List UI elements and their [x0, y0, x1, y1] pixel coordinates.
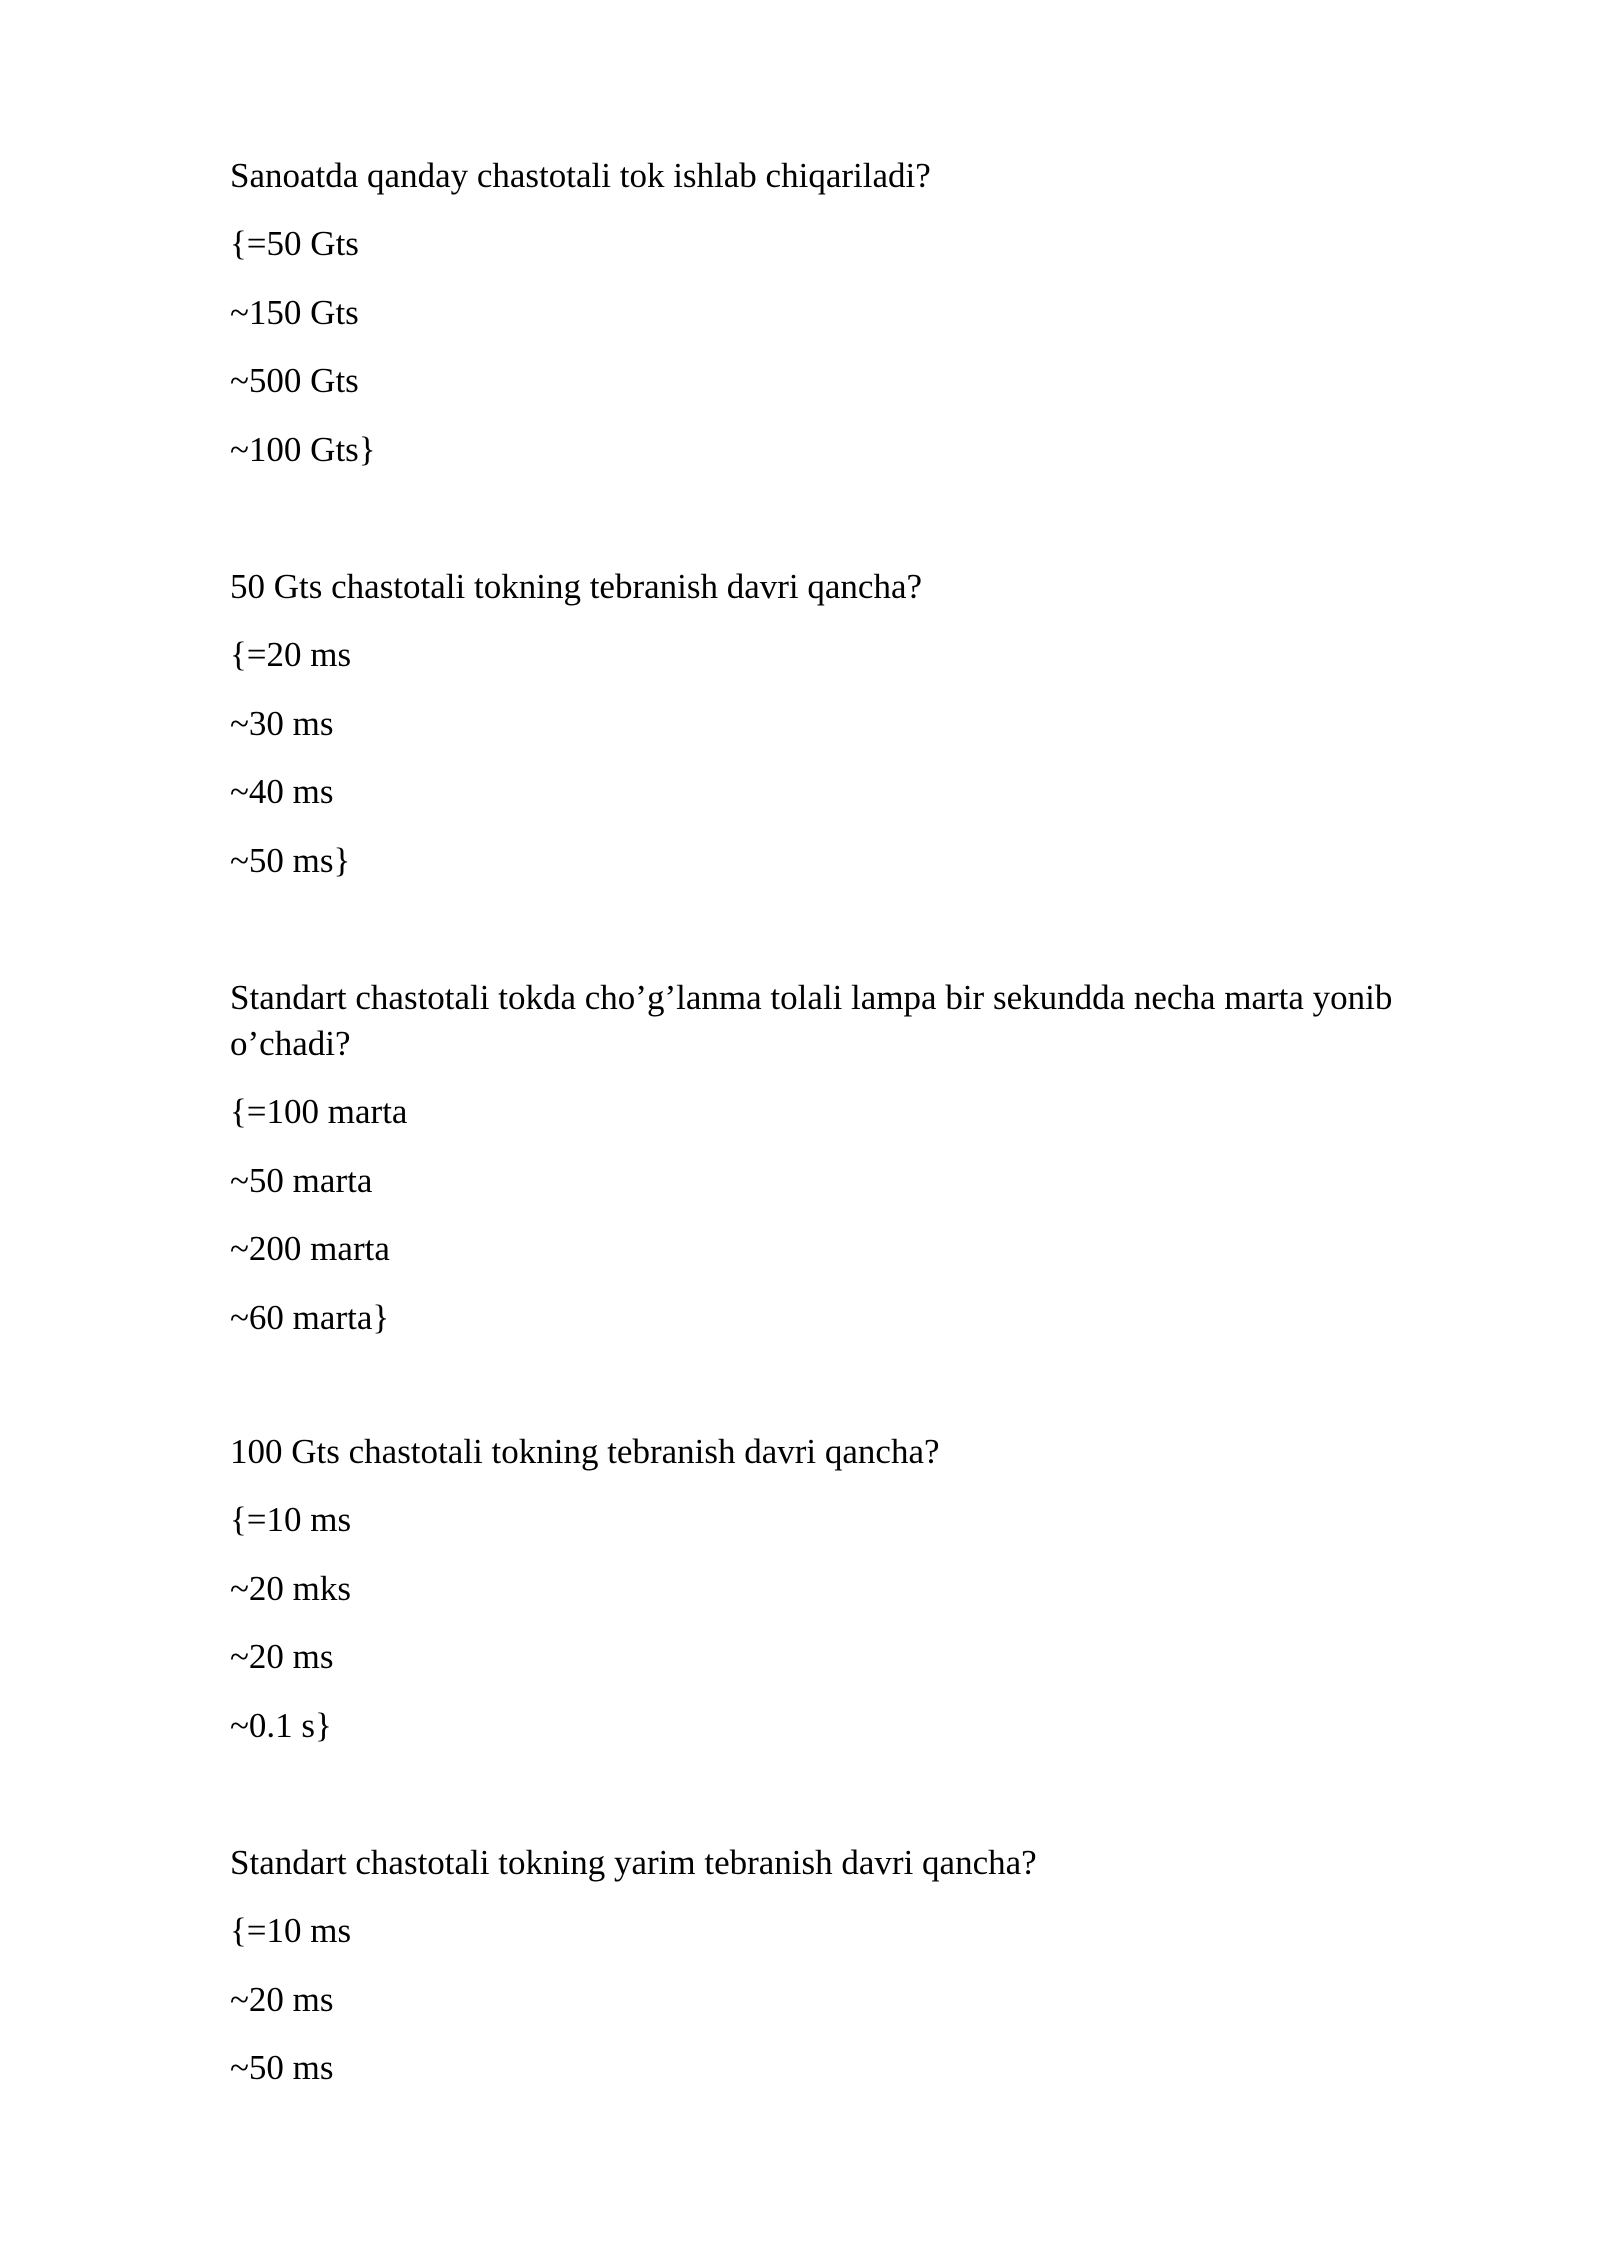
question-block: [230, 153, 1500, 469]
answer-option: {=20 ms: [230, 635, 352, 674]
answer-option: ~30 ms: [230, 704, 334, 743]
answer-option: ~500 Gts: [230, 361, 359, 400]
answer-option: ~20 ms: [230, 1980, 334, 2019]
question-block: [230, 1840, 1500, 2087]
question-block: [230, 975, 1500, 1337]
answer-option: ~100 Gts}: [230, 430, 376, 469]
answer-option: ~50 ms}: [230, 841, 351, 880]
answer-option: ~50 ms: [230, 2048, 334, 2087]
answer-option: {=100 marta: [230, 1092, 408, 1131]
question-text: 50 Gts chastotali tokning tebranish davri qancha?: [230, 567, 923, 606]
answer-option: {=50 Gts: [230, 224, 359, 263]
question-block: [230, 1429, 1500, 1745]
question-text: Sanoatda qanday chastotali tok ishlab chiqariladi?: [230, 156, 931, 195]
answer-option: ~40 ms: [230, 772, 334, 811]
answer-option: ~50 marta: [230, 1161, 373, 1200]
answer-option: {=10 ms: [230, 1911, 352, 1950]
answer-option: ~200 marta: [230, 1229, 390, 1268]
answer-option: ~20 mks: [230, 1569, 352, 1608]
question-text: 100 Gts chastotali tokning tebranish davri qancha?: [230, 1432, 940, 1471]
answer-option: ~20 ms: [230, 1637, 334, 1676]
answer-option: ~0.1 s}: [230, 1706, 332, 1745]
question-text: Standart chastotali tokda cho’g’lanma tolali lampa bir sekundda necha marta yonib o’chadi?: [230, 978, 1393, 1063]
question-block: [230, 564, 1500, 880]
answer-option: ~150 Gts: [230, 293, 359, 332]
question-text: Standart chastotali tokning yarim tebranish davri qancha?: [230, 1843, 1037, 1882]
answer-option: {=10 ms: [230, 1500, 352, 1539]
answer-option: ~60 marta}: [230, 1298, 390, 1337]
